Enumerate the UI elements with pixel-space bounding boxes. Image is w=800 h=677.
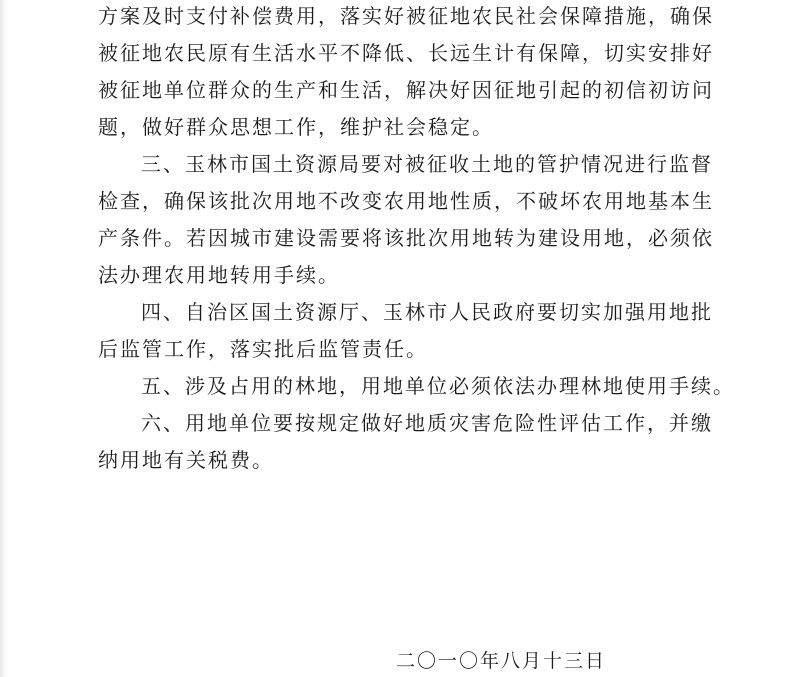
text-line: 后监管工作，落实批后监管责任。 xyxy=(98,337,428,361)
scan-shadow-edge xyxy=(0,0,6,677)
text-line: 产条件。若因城市建设需要将该批次用地转为建设用地，必须依 xyxy=(98,226,714,250)
text-line: 六、用地单位要按规定做好地质灾害危险性评估工作，并缴 xyxy=(141,411,713,435)
paragraph-item-5 xyxy=(98,368,738,405)
paragraph-compensation xyxy=(98,0,738,146)
text-line: 被征地农民原有生活水平不降低、长远生计有保障，切实安排好 xyxy=(98,41,714,65)
text-line: 五、涉及占用的林地，用地单位必须依法办理林地使用手续。 xyxy=(141,374,735,398)
document-date: 二〇一〇年八月十三日 xyxy=(396,650,607,672)
paragraph-item-3 xyxy=(98,146,738,294)
text-line: 被征地单位群众的生产和生活，解决好因征地引起的初信初访问 xyxy=(98,78,714,102)
text-line: 方案及时支付补偿费用，落实好被征地农民社会保障措施，确保 xyxy=(98,4,714,28)
text-line: 题，做好群众思想工作，维护社会稳定。 xyxy=(98,115,494,139)
text-line: 检查，确保该批次用地不改变农用地性质，不破坏农用地基本生 xyxy=(98,189,714,213)
document-body xyxy=(98,0,738,479)
paragraph-item-4 xyxy=(98,294,738,368)
text-line: 四、自治区国土资源厅、玉林市人民政府要切实加强用地批 xyxy=(141,300,713,324)
text-line: 三、玉林市国土资源局要对被征收土地的管护情况进行监督 xyxy=(141,152,713,176)
text-line: 法办理农用地转用手续。 xyxy=(98,263,340,287)
text-line: 纳用地有关税费。 xyxy=(98,448,274,472)
paragraph-item-6 xyxy=(98,405,738,479)
